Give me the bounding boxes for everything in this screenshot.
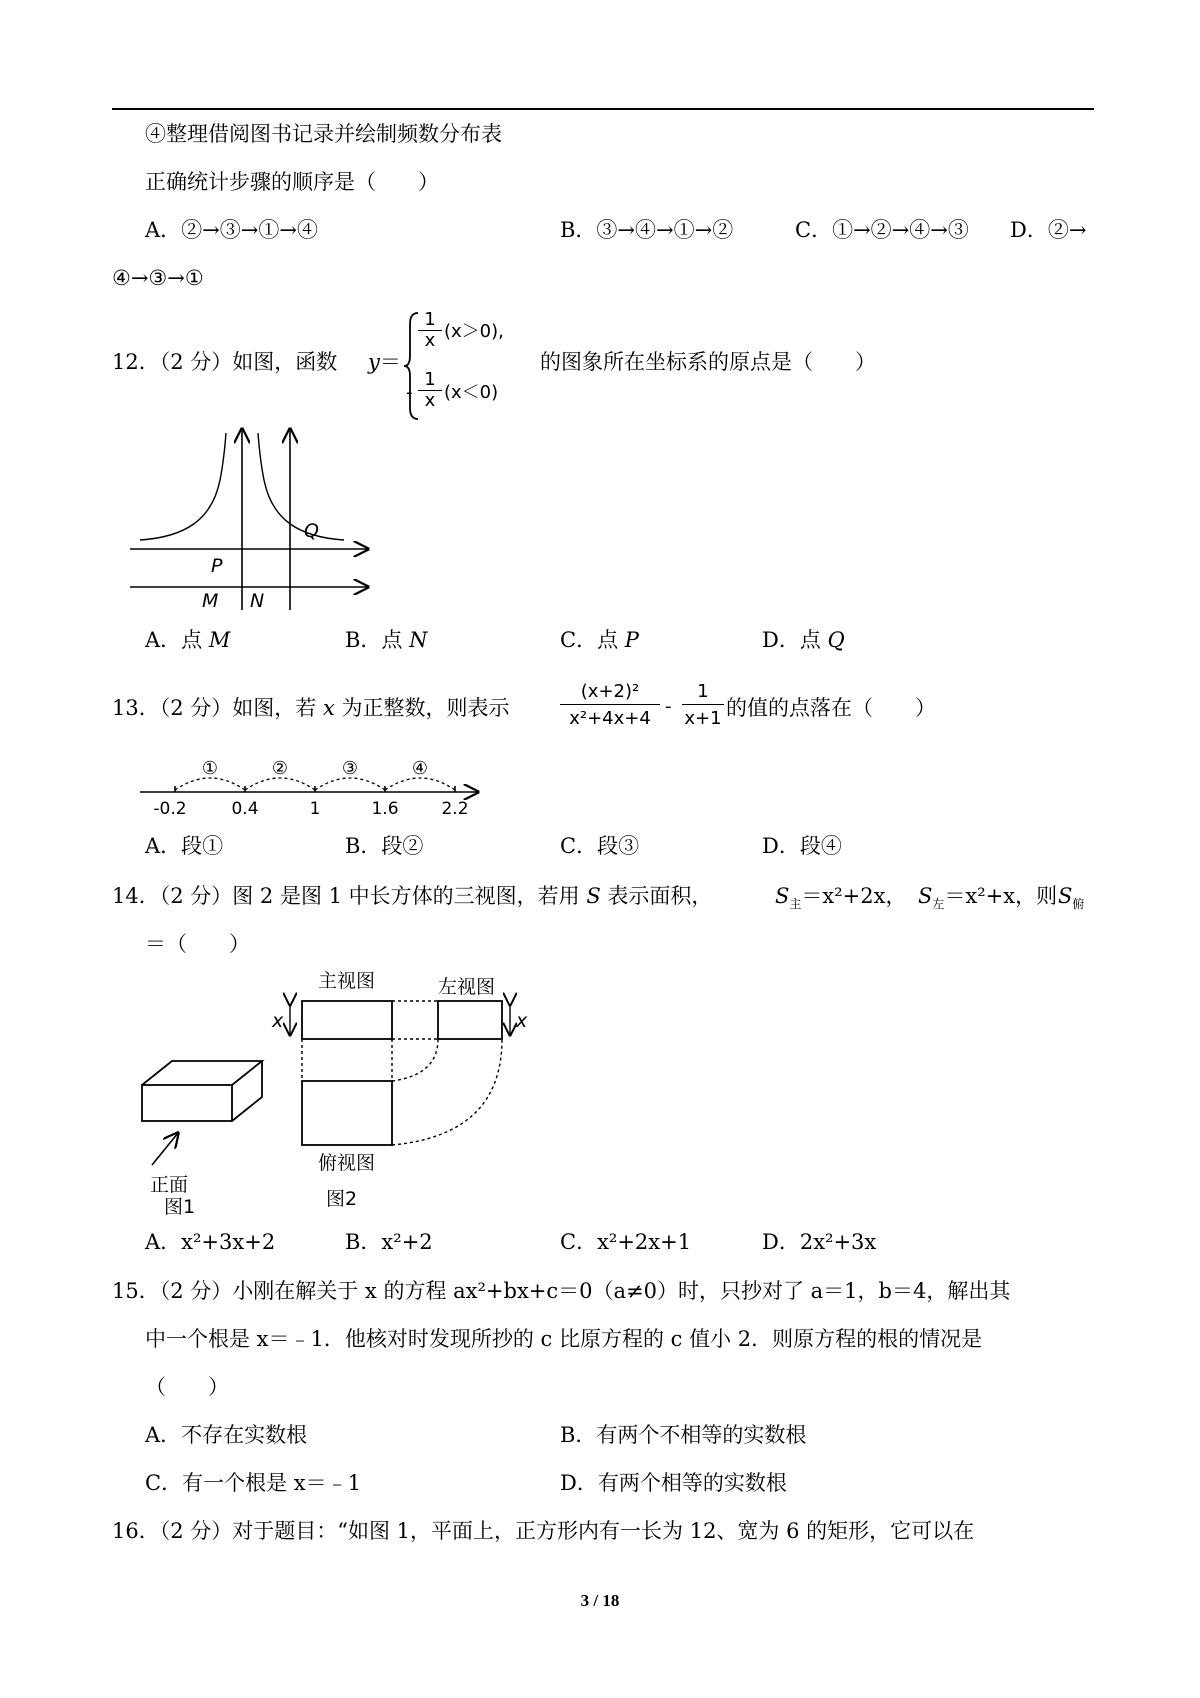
- q12-piece1-condition: (x＞0),: [444, 321, 504, 342]
- q14-top-view-rect: [302, 1081, 392, 1145]
- q12-prefix: 12．（2 分）如图，函数: [112, 350, 338, 374]
- q14-label-main-view: 主视图: [318, 970, 376, 992]
- q13-arc-3: [315, 778, 385, 790]
- q12-piece2-condition: (x＜0): [444, 382, 499, 403]
- q14-cuboid-front: [142, 1085, 232, 1121]
- q11-option-a: A．②→③→①→④: [145, 218, 318, 242]
- q12-suffix: 的图象所在坐标系的原点是（ ）: [540, 350, 876, 374]
- q14-label-x-left: x: [272, 1010, 284, 1032]
- q13-segment-2-label: ②: [271, 758, 289, 779]
- q14-figure: [130, 965, 550, 1215]
- q15-option-b: B．有两个不相等的实数根: [560, 1423, 807, 1447]
- q12-curve-right: [258, 433, 344, 540]
- q14-cuboid-side: [232, 1061, 262, 1121]
- q13-arc-4: [385, 778, 455, 790]
- q12-label-p: P: [211, 555, 223, 577]
- q11-option-c: C．①→②→④→③: [795, 218, 969, 242]
- q12-piece2-numerator: 1: [424, 369, 436, 390]
- q13-option-a: A．段①: [145, 834, 224, 858]
- q13-fraction-1-numerator: (x+2)²: [580, 681, 640, 702]
- q13-segment-4-label: ④: [411, 758, 429, 779]
- q14-cuboid-top: [142, 1061, 262, 1085]
- q13-suffix: 的值的点落在（ ）: [726, 696, 936, 720]
- q12-label-m: M: [202, 590, 219, 610]
- q14-label-front: 正面: [150, 1174, 189, 1196]
- q14-left-view-rect: [438, 1001, 502, 1039]
- q15-option-a: A．不存在实数根: [145, 1423, 308, 1447]
- q15-option-d: D．有两个相等的实数根: [560, 1471, 787, 1495]
- q13-fraction-2-numerator: 1: [697, 681, 709, 702]
- q13-segment-1-label: ①: [201, 758, 219, 779]
- q13-tick-label-1: -0.2: [153, 799, 187, 818]
- q13-option-d: D．段④: [762, 834, 842, 858]
- q11-option-d: D．②→: [1010, 218, 1087, 242]
- q12-label-n: N: [250, 590, 265, 610]
- q12-option-c: C．点 P: [560, 628, 639, 652]
- q16-line1: 16．（2 分）对于题目：“如图 1，平面上，正方形内有一长为 12、宽为 6 的矩形，它可以在: [112, 1519, 975, 1543]
- q12-option-b: B．点 N: [345, 628, 428, 652]
- q12-option-d: D．点 Q: [762, 628, 845, 652]
- q12-label-q: Q: [304, 520, 319, 542]
- q14-label-fig2: 图2: [326, 1188, 358, 1210]
- q12-piece1-numerator: 1: [424, 309, 436, 330]
- q14-line2: ＝（ ）: [145, 932, 250, 956]
- q15-line2: 中一个根是 x＝﹣1．他核对时发现所抄的 c 比原方程的 c 值小 2．则原方程的根的情况是: [145, 1327, 983, 1351]
- q13-tick-label-5: 2.2: [441, 799, 469, 818]
- q12-curve-left: [140, 433, 226, 540]
- q12-piece2-sign: -: [406, 382, 413, 403]
- q13-tick-label-2: 0.4: [231, 799, 259, 818]
- q12-piece2-denominator: x: [424, 390, 436, 411]
- q13-fraction-2: [682, 680, 724, 733]
- q13-prefix: 13．（2 分）如图，若 x 为正整数，则表示: [112, 696, 510, 720]
- q11-option-b: B．③→④→①→②: [560, 218, 734, 242]
- q14-label-top-view: 俯视图: [318, 1152, 376, 1174]
- q13-minus: -: [665, 696, 672, 717]
- q13-tick-label-3: 1: [309, 799, 321, 818]
- q14-s-top: $S_俯$: [1058, 884, 1085, 912]
- q12-piece1-fraction: [418, 310, 442, 351]
- q14-option-b: B．x²+2: [345, 1230, 433, 1254]
- q14-s-main: $S_主=x^2+2x$，: [775, 884, 907, 912]
- page-number: 3 / 18: [580, 1591, 620, 1610]
- q12-func-var: y＝: [368, 350, 401, 374]
- q13-fraction-1: [560, 680, 660, 733]
- q15-line1: 15．（2 分）小刚在解关于 x 的方程 ax²+bx+c＝0（a≠0）时，只抄对了 a＝1，b＝4，解出其: [112, 1279, 1011, 1303]
- q14-line1: 14．（2 分）图 2 是图 1 中长方体的三视图，若用 S 表示面积，: [112, 884, 713, 908]
- q11-question: 正确统计步骤的顺序是（ ）: [145, 170, 439, 194]
- q15-option-c: C．有一个根是 x＝﹣1: [145, 1471, 361, 1495]
- q15-line3: （ ）: [145, 1375, 229, 1399]
- q14-label-x-right: x: [516, 1010, 528, 1032]
- q14-label-fig1: 图1: [164, 1196, 196, 1215]
- q14-option-d: D．2x²+3x: [762, 1230, 877, 1254]
- q12-graph: [130, 425, 380, 610]
- q13-fraction-2-denominator: x+1: [684, 708, 722, 729]
- q13-arc-2: [245, 778, 315, 790]
- q12-piece2-fraction: [418, 370, 442, 411]
- q13-number-line: [140, 756, 490, 818]
- q14-front-arrow: [152, 1133, 178, 1165]
- q12-piece1-denominator: x: [424, 330, 436, 351]
- q13-fraction-1-denominator: x²+4x+4: [569, 708, 651, 729]
- header-rule: [112, 108, 1094, 110]
- q13-tick-label-4: 1.6: [371, 799, 399, 818]
- q13-arc-1: [175, 778, 245, 790]
- q13-segment-3-label: ③: [341, 758, 359, 779]
- q14-s-left: $S_左=x^2+x$，则: [918, 884, 1058, 912]
- q13-option-b: B．段②: [345, 834, 424, 858]
- q11-step4: ④整理借阅图书记录并绘制频数分布表: [145, 122, 502, 146]
- q14-option-c: C．x²+2x+1: [560, 1230, 692, 1254]
- q12-option-a: A．点 M: [145, 628, 231, 652]
- q11-option-d-cont: ④→③→①: [112, 266, 204, 290]
- q13-option-c: C．段③: [560, 834, 640, 858]
- q14-label-left-view: 左视图: [438, 976, 496, 998]
- q14-option-a: A．x²+3x+2: [145, 1230, 276, 1254]
- q14-main-view-rect: [302, 1001, 392, 1039]
